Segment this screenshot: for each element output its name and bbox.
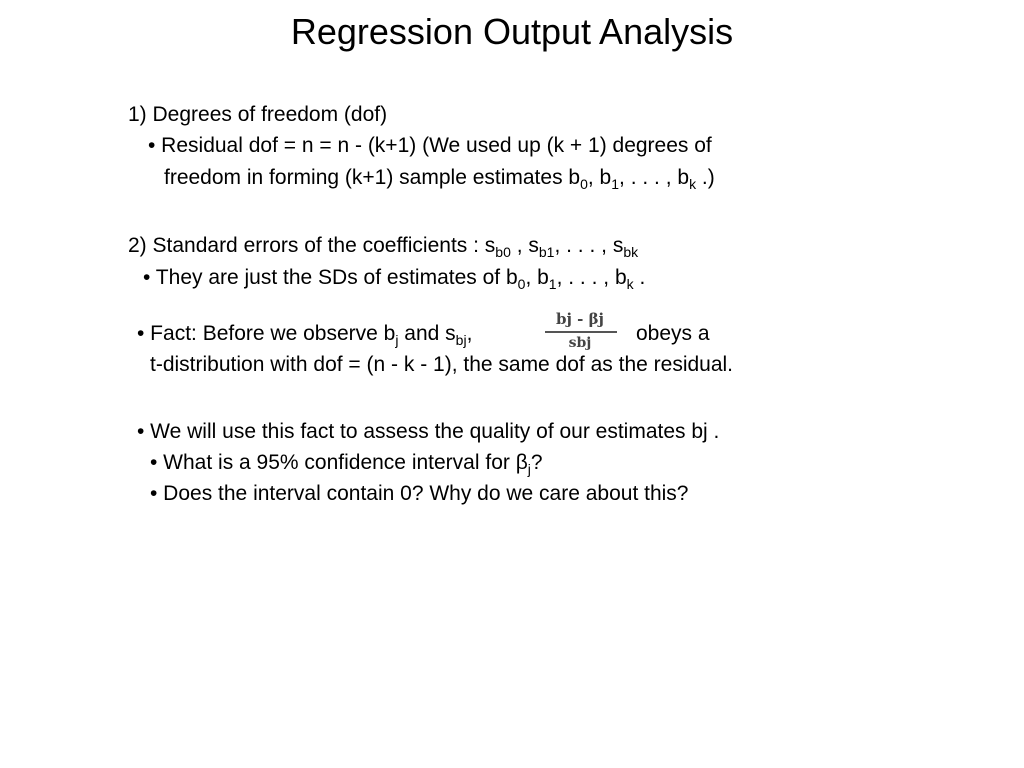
fact-text-mid: and s — [398, 322, 456, 345]
fraction-numerator: bj - βj — [556, 310, 604, 328]
fact-suffix: obeys a — [636, 322, 710, 345]
subscript-1: 1 — [611, 176, 620, 192]
confidence-interval-bullet — [150, 450, 543, 476]
separator: , b — [525, 266, 549, 289]
fraction-bar — [545, 331, 617, 333]
subscript-bj: bj — [455, 332, 467, 348]
separator: , . . . , b — [556, 266, 627, 289]
separator: , s — [510, 234, 539, 257]
continuation-text: freedom in forming (k+1) sample estimates b — [164, 166, 581, 189]
fraction-denominator: sbj — [568, 335, 592, 351]
bullet-text: • They are just the SDs of estimates of b — [143, 266, 518, 289]
heading-text: 2) Standard errors of the coefficients : s — [128, 234, 496, 257]
separator: , b — [587, 166, 612, 189]
ci-text: • What is a 95% confidence interval for β — [150, 451, 528, 474]
residual-dof-continuation — [164, 165, 715, 191]
dof-heading: 1) Degrees of freedom (dof) — [128, 103, 388, 126]
closing: .) — [696, 166, 715, 189]
question-mark: ? — [530, 451, 543, 474]
subscript-bk: bk — [623, 244, 639, 260]
separator: , . . . , b — [619, 166, 690, 189]
subscript-1: 1 — [548, 276, 557, 292]
subscript-0: 0 — [580, 176, 588, 192]
subscript-b0: b0 — [495, 244, 511, 260]
slide-title: Regression Output Analysis — [290, 11, 734, 52]
separator: , . . . , s — [554, 234, 624, 257]
usage-bullet: • We will use this fact to assess the quality of our estimates bj . — [137, 420, 720, 443]
closing: . — [633, 266, 646, 289]
interval-zero-bullet: • Does the interval contain 0? Why do we care about this? — [150, 482, 689, 505]
subscript-j: j — [395, 332, 399, 348]
subscript-j: j — [527, 461, 531, 477]
residual-dof-bullet: • Residual dof = n = n - (k+1) (We used up (k + 1) degrees of — [148, 134, 712, 157]
fact-text: • Fact: Before we observe b — [137, 322, 396, 345]
subscript-b1: b1 — [538, 244, 555, 260]
subscript-k: k — [626, 276, 634, 292]
fact-bullet — [137, 321, 472, 347]
comma: , — [466, 322, 473, 345]
sds-bullet — [143, 265, 645, 291]
t-statistic-fraction — [535, 306, 625, 356]
subscript-0: 0 — [517, 276, 526, 292]
subscript-k: k — [689, 176, 697, 192]
standard-errors-heading — [128, 233, 638, 259]
t-distribution-line: t-distribution with dof = (n - k - 1), the same dof as the residual. — [150, 353, 734, 376]
